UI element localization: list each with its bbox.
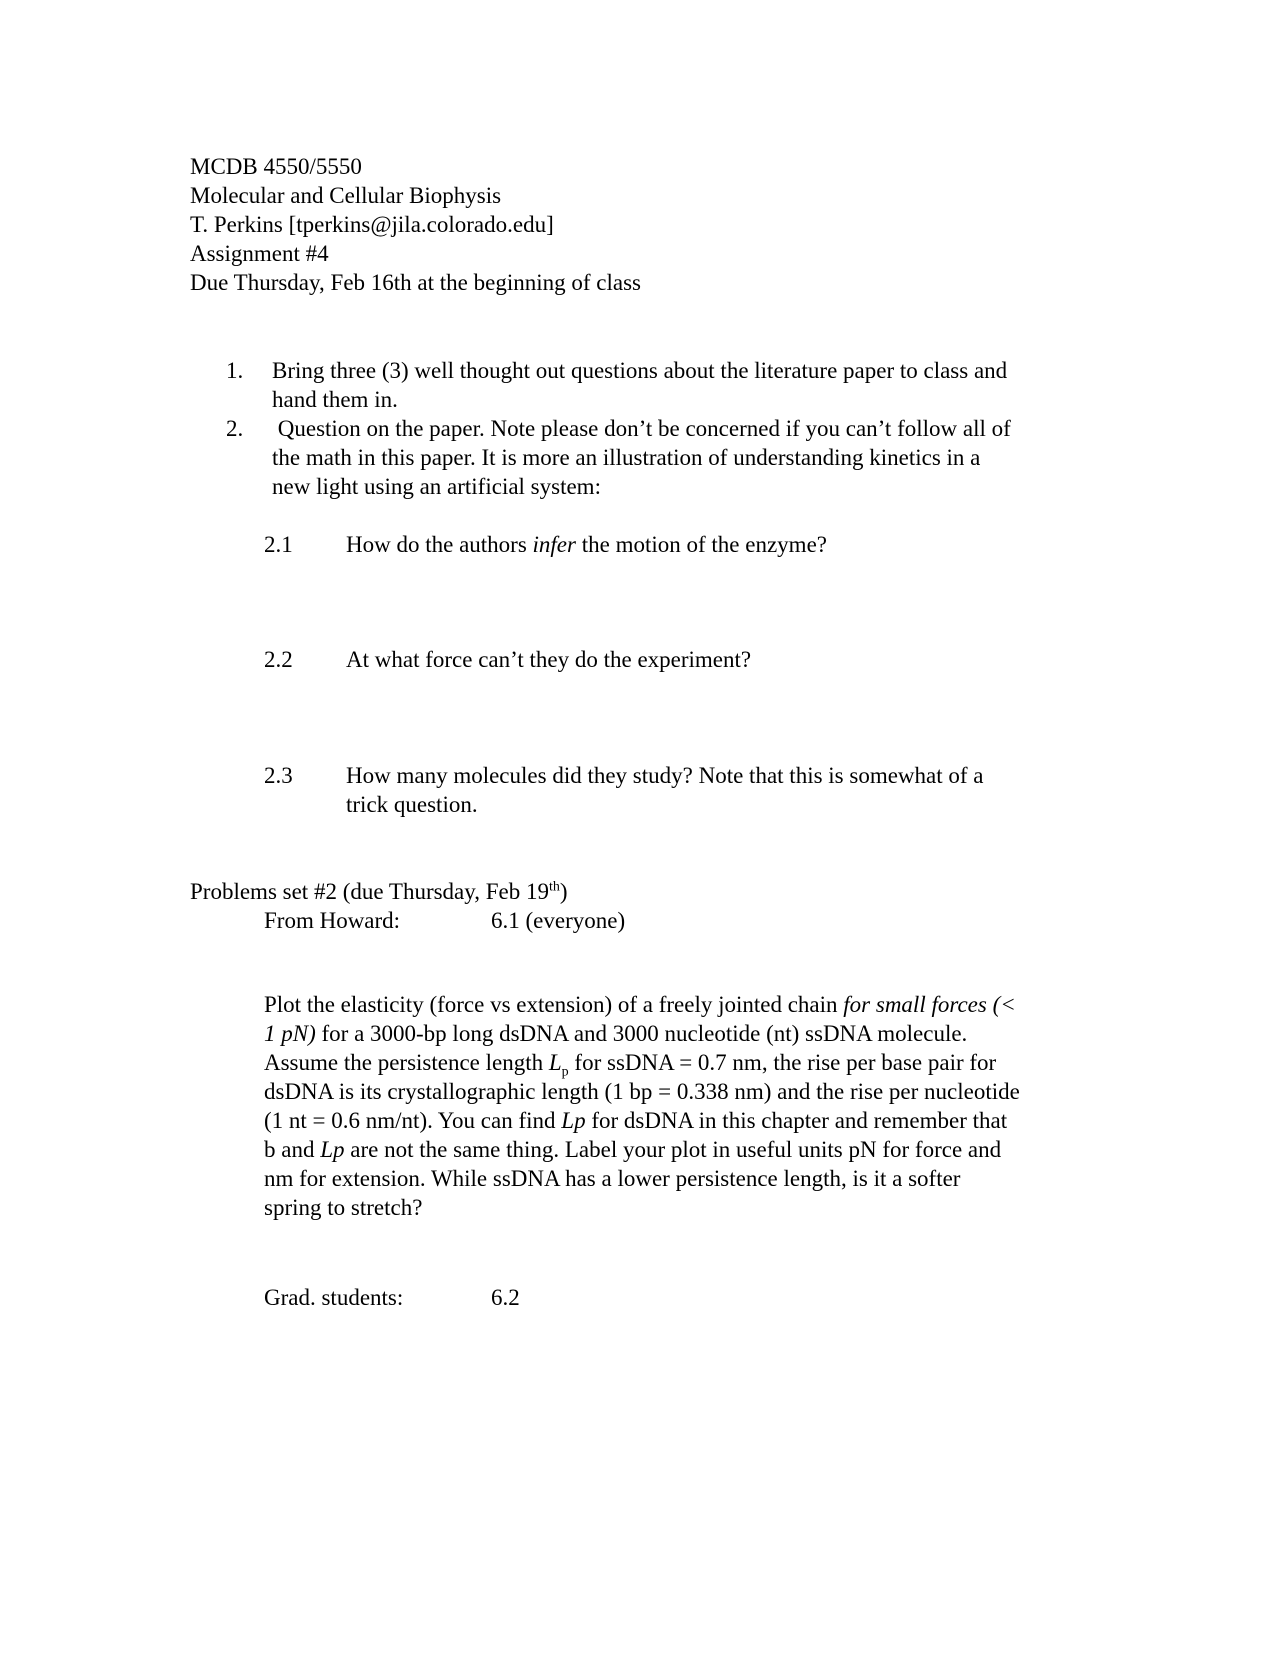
text-run: Assume the persistence length — [264, 1050, 549, 1075]
text-run: are not the same thing. Label your plot in useful units pN for force and — [344, 1137, 1002, 1162]
subquestion-text: How many molecules did they study? Note that this is somewhat of a — [346, 763, 984, 788]
paragraph-line — [264, 1019, 967, 1048]
emphasis: 1 pN) — [264, 1021, 316, 1046]
list-item-text: the math in this paper. It is more an illustration of understanding kinetics in a — [272, 445, 981, 470]
text-run: Problems set #2 (due Thursday, Feb 19 — [190, 879, 550, 904]
text-run: b and — [264, 1137, 321, 1162]
course-title: Molecular and Cellular Biophysis — [190, 183, 502, 208]
subquestion-number: 2.1 — [264, 532, 293, 557]
subquestion-text: trick question. — [346, 792, 478, 817]
paragraph-line: nm for extension. While ssDNA has a lower persistence length, is it a softer — [264, 1166, 961, 1191]
subscript: p — [561, 1064, 569, 1080]
subquestion-text — [346, 530, 827, 559]
subquestion-number: 2.3 — [264, 763, 293, 788]
text-run: for dsDNA in this chapter and remember that — [585, 1108, 1008, 1133]
text-run: How do the authors — [346, 532, 533, 557]
grad-students-label: Grad. students: — [264, 1285, 404, 1310]
paragraph-line: dsDNA is its crystallographic length (1 bp = 0.338 nm) and the rise per nucleotide — [264, 1079, 1020, 1104]
list-item-number: 1. — [226, 358, 244, 383]
instructor: T. Perkins [tperkins@jila.colorado.edu] — [190, 212, 554, 237]
list-item-number: 2. — [226, 416, 244, 441]
superscript: th — [549, 879, 560, 895]
subquestion-text: At what force can’t they do the experiment? — [346, 647, 752, 672]
text-run: (1 nt = 0.6 nm/nt). You can find — [264, 1108, 562, 1133]
list-item-text: Bring three (3) well thought out questions about the literature paper to class and — [272, 358, 1008, 383]
emphasis: Lp — [561, 1108, 586, 1133]
emphasis: L — [548, 1050, 562, 1075]
emphasis: Lp — [320, 1137, 345, 1162]
from-howard-value: 6.1 (everyone) — [491, 908, 626, 933]
document-header — [190, 152, 641, 297]
assignment-title: Assignment #4 — [190, 241, 329, 266]
due-date: Due Thursday, Feb 16th at the beginning of class — [190, 270, 641, 295]
paragraph-line — [264, 1135, 1001, 1164]
course-code: MCDB 4550/5550 — [190, 154, 362, 179]
text-run: ) — [559, 879, 568, 904]
text-run: the motion of the enzyme? — [575, 532, 827, 557]
from-howard-label: From Howard: — [264, 908, 401, 933]
grad-students-value: 6.2 — [491, 1285, 520, 1310]
paragraph-line — [264, 1048, 997, 1080]
text-run: for ssDNA = 0.7 nm, the rise per base pair for — [568, 1050, 997, 1075]
list-item-text: new light using an artificial system: — [272, 474, 601, 499]
paragraph-line: spring to stretch? — [264, 1195, 423, 1220]
emphasis: for small forces (< — [843, 992, 1016, 1017]
paragraph-line — [264, 1106, 1007, 1135]
text-run: for a 3000-bp long dsDNA and 3000 nucleotide (nt) ssDNA molecule. — [315, 1021, 968, 1046]
list-item-text: hand them in. — [272, 387, 398, 412]
emphasis: infer — [532, 532, 576, 557]
paragraph-line — [264, 990, 1016, 1019]
list-item-text: Question on the paper. Note please don’t be concerned if you can’t follow all of — [272, 416, 1011, 441]
subquestion-number: 2.2 — [264, 647, 293, 672]
problems-heading — [190, 877, 568, 906]
text-run: Plot the elasticity (force vs extension) of a freely jointed chain — [264, 992, 844, 1017]
